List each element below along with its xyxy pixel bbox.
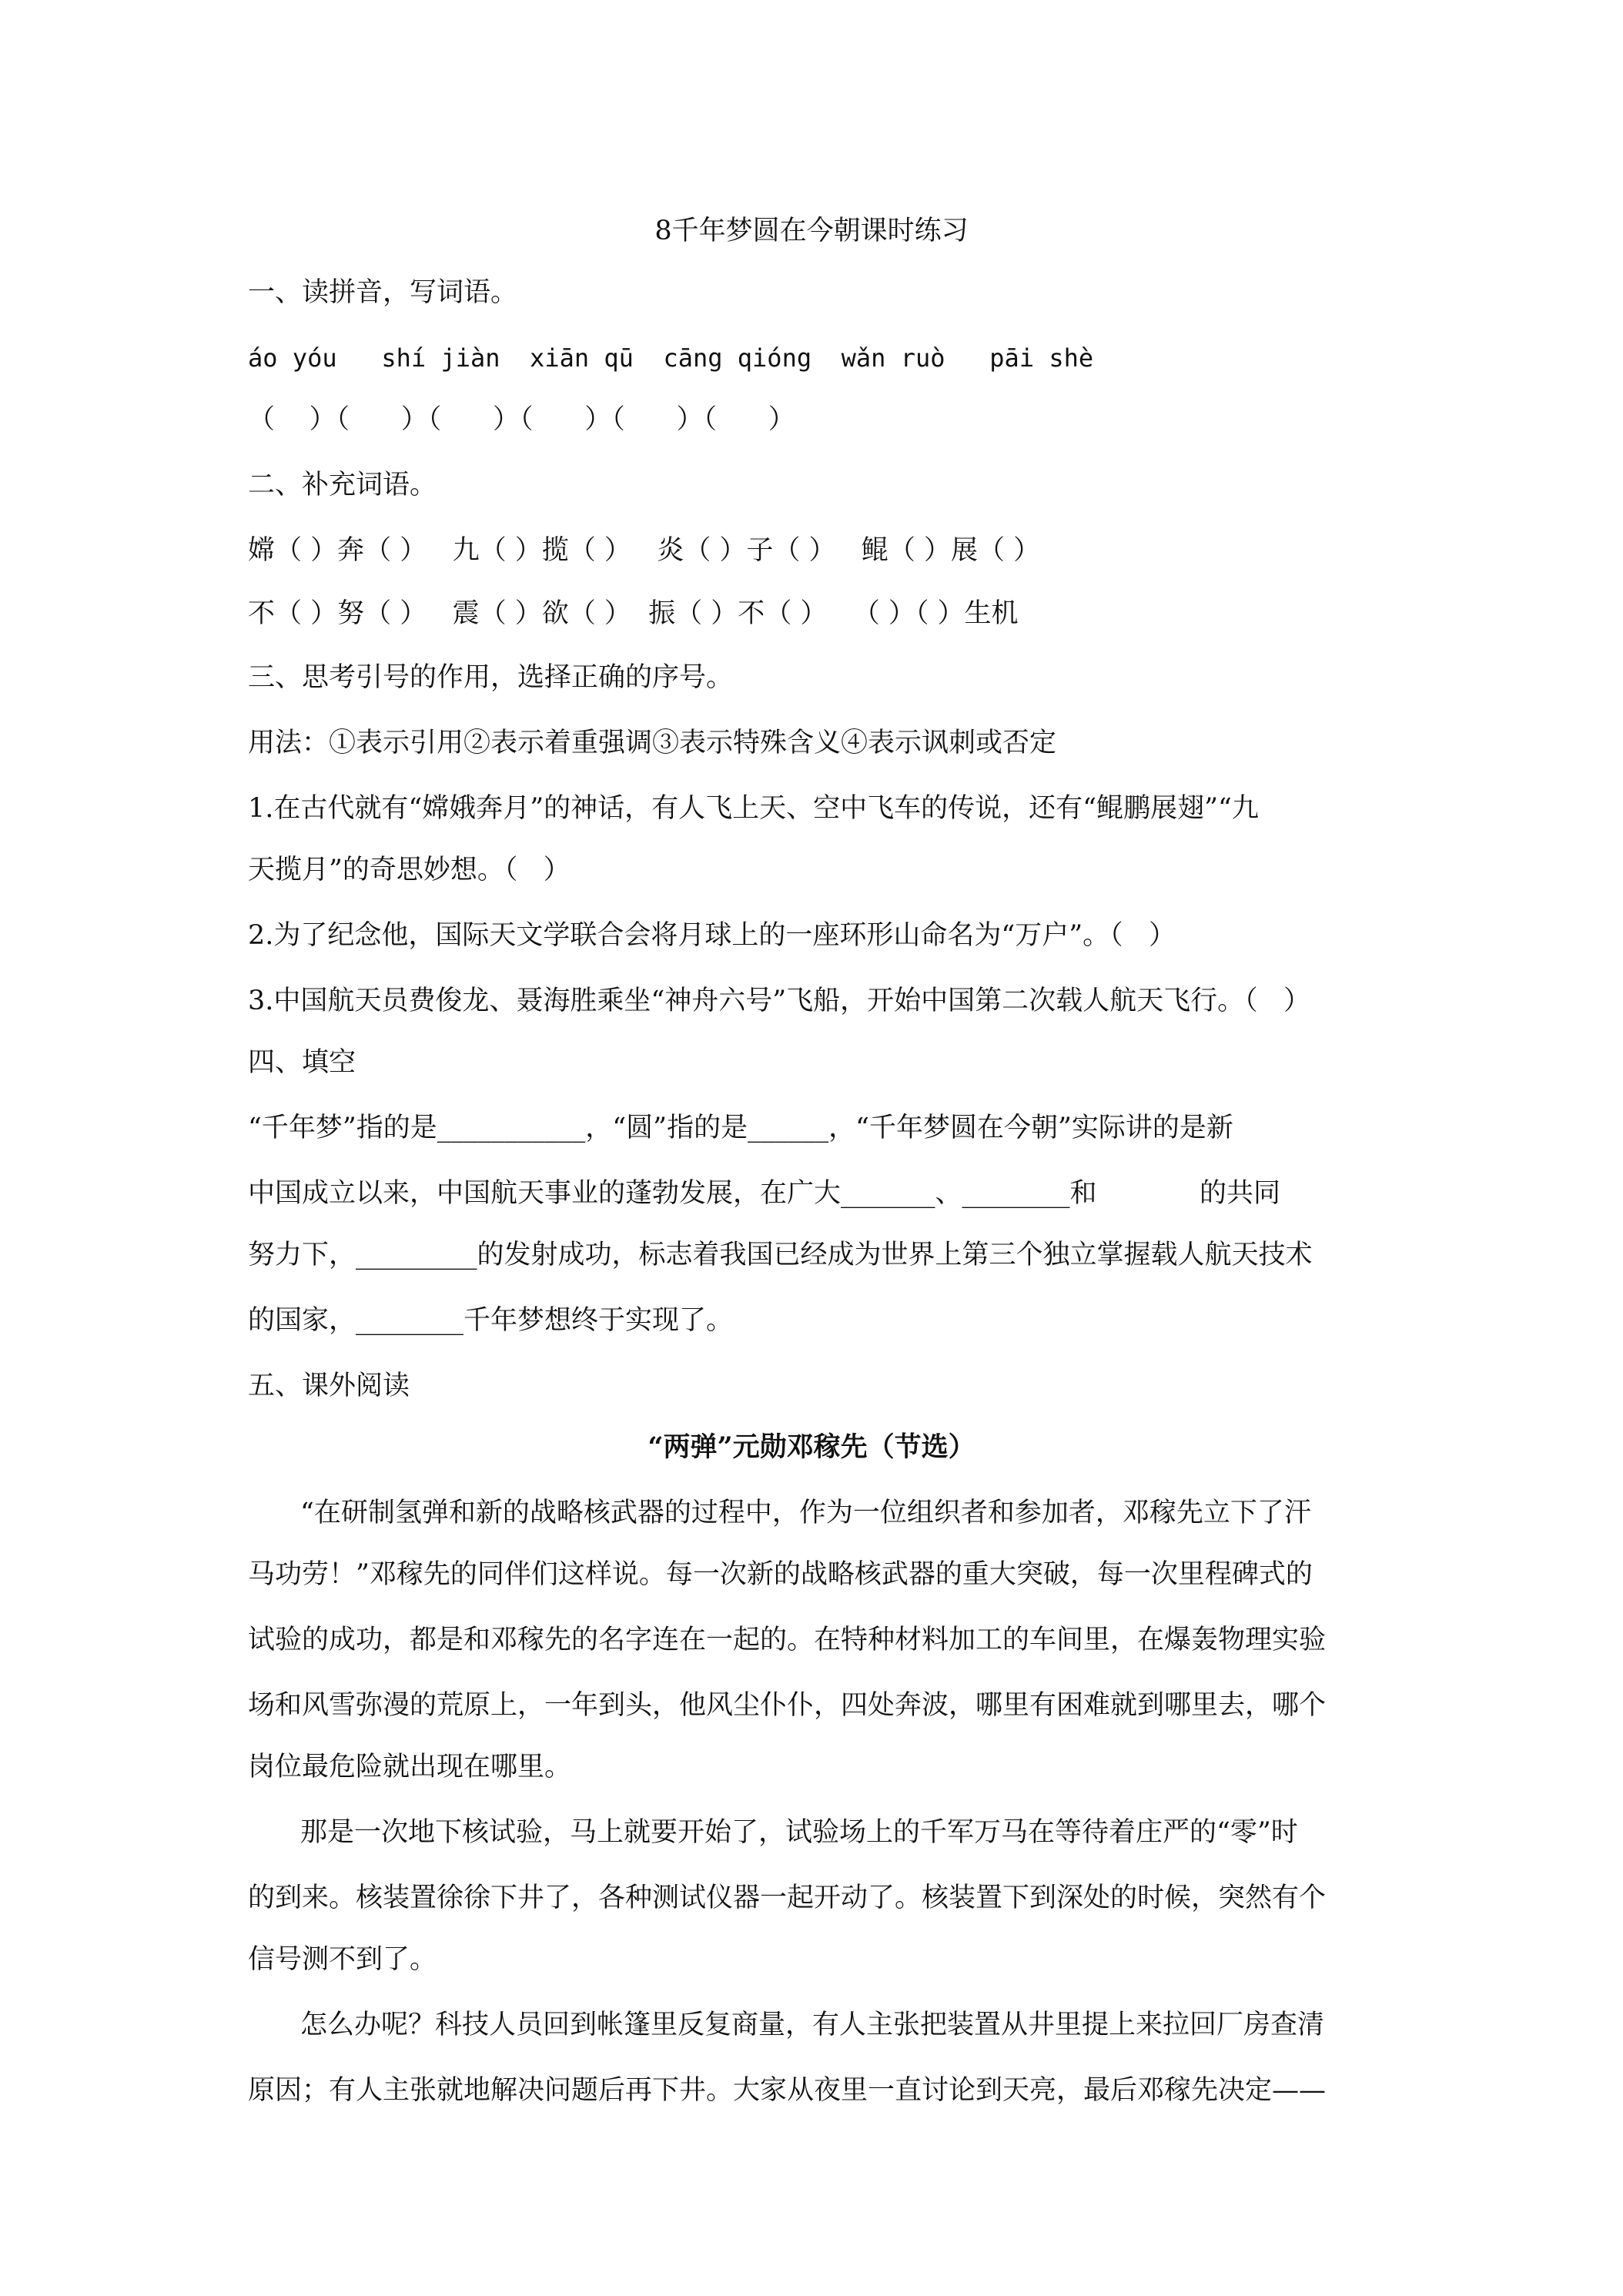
section1-heading: 一、读拼音，写词语。 xyxy=(248,277,518,308)
quote-usage-list: 用法：①表示引用②表示着重强调③表示特殊含义④表示讽刺或否定 xyxy=(248,728,1057,758)
section3-heading: 三、思考引号的作用，选择正确的序号。 xyxy=(248,662,734,693)
paragraph-2-line: 的到来。核装置徐徐下井了，各种测试仪器一起开动了。核装置下到深处的时候，突然有个 xyxy=(248,1883,1327,1913)
fill-blank-line-2: 中国成立以来，中国航天事业的蓬勃发展，在广大_______、________和 的共同 xyxy=(248,1178,1281,1209)
paragraph-1-line: 马功劳！”邓稼先的同伴们这样说。每一次新的战略核武器的重大突破，每一次里程碑式的 xyxy=(248,1559,1313,1590)
paragraph-1-line: 试验的成功，都是和邓稼先的名字连在一起的。在特种材料加工的车间里，在爆轰物理实验 xyxy=(248,1625,1327,1655)
paragraph-2-line: 信号测不到了。 xyxy=(248,1944,437,1975)
paragraph-3-line: 怎么办呢？科技人员回到帐篷里反复商量，有人主张把装置从井里提上来拉回厂房查清 xyxy=(300,2010,1325,2040)
fill-blank-line-3: 努力下，_________的发射成功，标志着我国已经成为世界上第三个独立掌握载人航天技术 xyxy=(248,1240,1313,1270)
question-3: 3.中国航天员费俊龙、聂海胜乘坐“神舟六号”飞船，开始中国第二次载人航天飞行。（ ） xyxy=(248,986,1311,1016)
page-title: 8千年梦圆在今朝课时练习 xyxy=(654,216,969,246)
fill-blank-line-1: “千年梦”指的是___________，“圆”指的是______，“千年梦圆在今朝”实际讲的是新 xyxy=(248,1113,1233,1143)
article-title: “两弹”元勋邓稼先（节选） xyxy=(648,1431,975,1463)
pinyin-answer-blanks: （ ）（ ）（ ）（ ）（ ）（ ） xyxy=(248,404,795,435)
question-1-line-1: 1.在古代就有“嫦娥奔月”的神话，有人飞上天、空中飞车的传说，还有“鲲鹏展翅”“九 xyxy=(248,793,1259,824)
fill-blank-line-4: 的国家，________千年梦想终于实现了。 xyxy=(248,1305,734,1336)
section5-heading: 五、课外阅读 xyxy=(248,1371,410,1401)
paragraph-1-line: 岗位最危险就出现在哪里。 xyxy=(248,1752,572,1782)
idiom-row-1: 嫦（ ）奔（ ） 九（ ）揽（ ） 炎（ ）子（ ） 鲲（ ）展（ ） xyxy=(248,535,1041,566)
pinyin-row: áo yóu shí jiàn xiān qū cāng qióng wǎn ruò pāi shè xyxy=(248,343,1094,373)
section2-heading: 二、补充词语。 xyxy=(248,470,437,500)
question-2: 2.为了纪念他，国际天文学联合会将月球上的一座环形山命名为“万户”。（ ） xyxy=(248,920,1176,951)
question-1-line-2: 天揽月”的奇思妙想。（ ） xyxy=(248,855,571,885)
paragraph-2-line: 那是一次地下核试验，马上就要开始了，试验场上的千军万马在等待着庄严的“零”时 xyxy=(300,1817,1298,1848)
paragraph-1-line: “在研制氢弹和新的战略核武器的过程中，作为一位组织者和参加者，邓稼先立下了汗 xyxy=(300,1498,1311,1528)
paragraph-3-line: 原因；有人主张就地解决问题后再下井。大家从夜里一直讨论到天亮，最后邓稼先决定—— xyxy=(248,2075,1327,2106)
section4-heading: 四、填空 xyxy=(248,1047,356,1078)
idiom-row-2: 不（ ）努（ ） 震（ ）欲（ ） 振（ ）不（ ） （ ）（ ）生机 xyxy=(248,598,1019,629)
paragraph-1-line: 场和风雪弥漫的荒原上，一年到头，他风尘仆仆，四处奔波，哪里有困难就到哪里去，哪个 xyxy=(248,1690,1327,1721)
